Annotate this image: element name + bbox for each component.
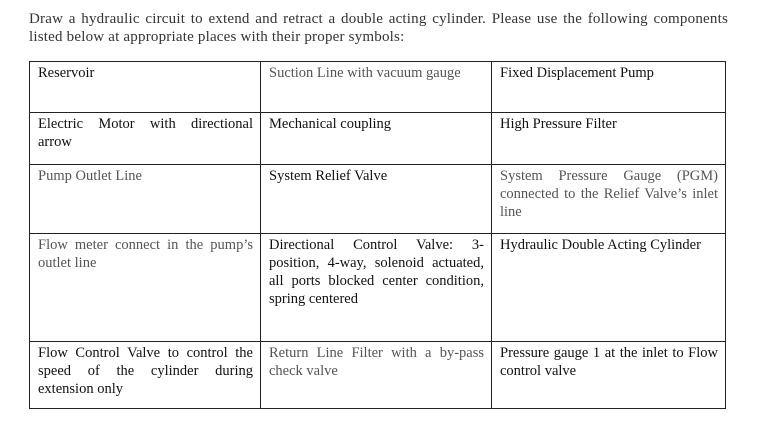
component-cell: Mechanical coupling bbox=[261, 113, 492, 165]
component-cell: Reservoir bbox=[30, 62, 261, 113]
components-table bbox=[29, 61, 726, 409]
component-cell: Hydraulic Double Acting Cylinder bbox=[492, 234, 726, 342]
component-cell: Pressure gauge 1 at the inlet to Flow control valve bbox=[492, 342, 726, 409]
component-cell: Flow Control Valve to control the speed of the cylinder during extension only bbox=[30, 342, 261, 409]
component-cell: System Pressure Gauge (PGM) connected to the Relief Valve’s inlet line bbox=[492, 165, 726, 234]
component-cell: High Pressure Filter bbox=[492, 113, 726, 165]
component-cell: Return Line Filter with a by-pass check valve bbox=[261, 342, 492, 409]
question-prompt: Draw a hydraulic circuit to extend and retract a double acting cylinder. Please use the following components listed below at appropriate places with their proper symbols: bbox=[29, 11, 728, 45]
component-cell: Directional Control Valve: 3-position, 4-way, solenoid actuated, all ports blocked center condition, spring centered bbox=[261, 234, 492, 342]
table-row bbox=[30, 234, 726, 342]
table-row bbox=[30, 113, 726, 165]
component-cell: Flow meter connect in the pump’s outlet line bbox=[30, 234, 261, 342]
component-cell: System Relief Valve bbox=[261, 165, 492, 234]
component-cell: Fixed Displacement Pump bbox=[492, 62, 726, 113]
component-cell: Electric Motor with directional arrow bbox=[30, 113, 261, 165]
table-row bbox=[30, 342, 726, 409]
component-cell: Suction Line with vacuum gauge bbox=[261, 62, 492, 113]
table-row bbox=[30, 62, 726, 113]
component-cell: Pump Outlet Line bbox=[30, 165, 261, 234]
table-row bbox=[30, 165, 726, 234]
